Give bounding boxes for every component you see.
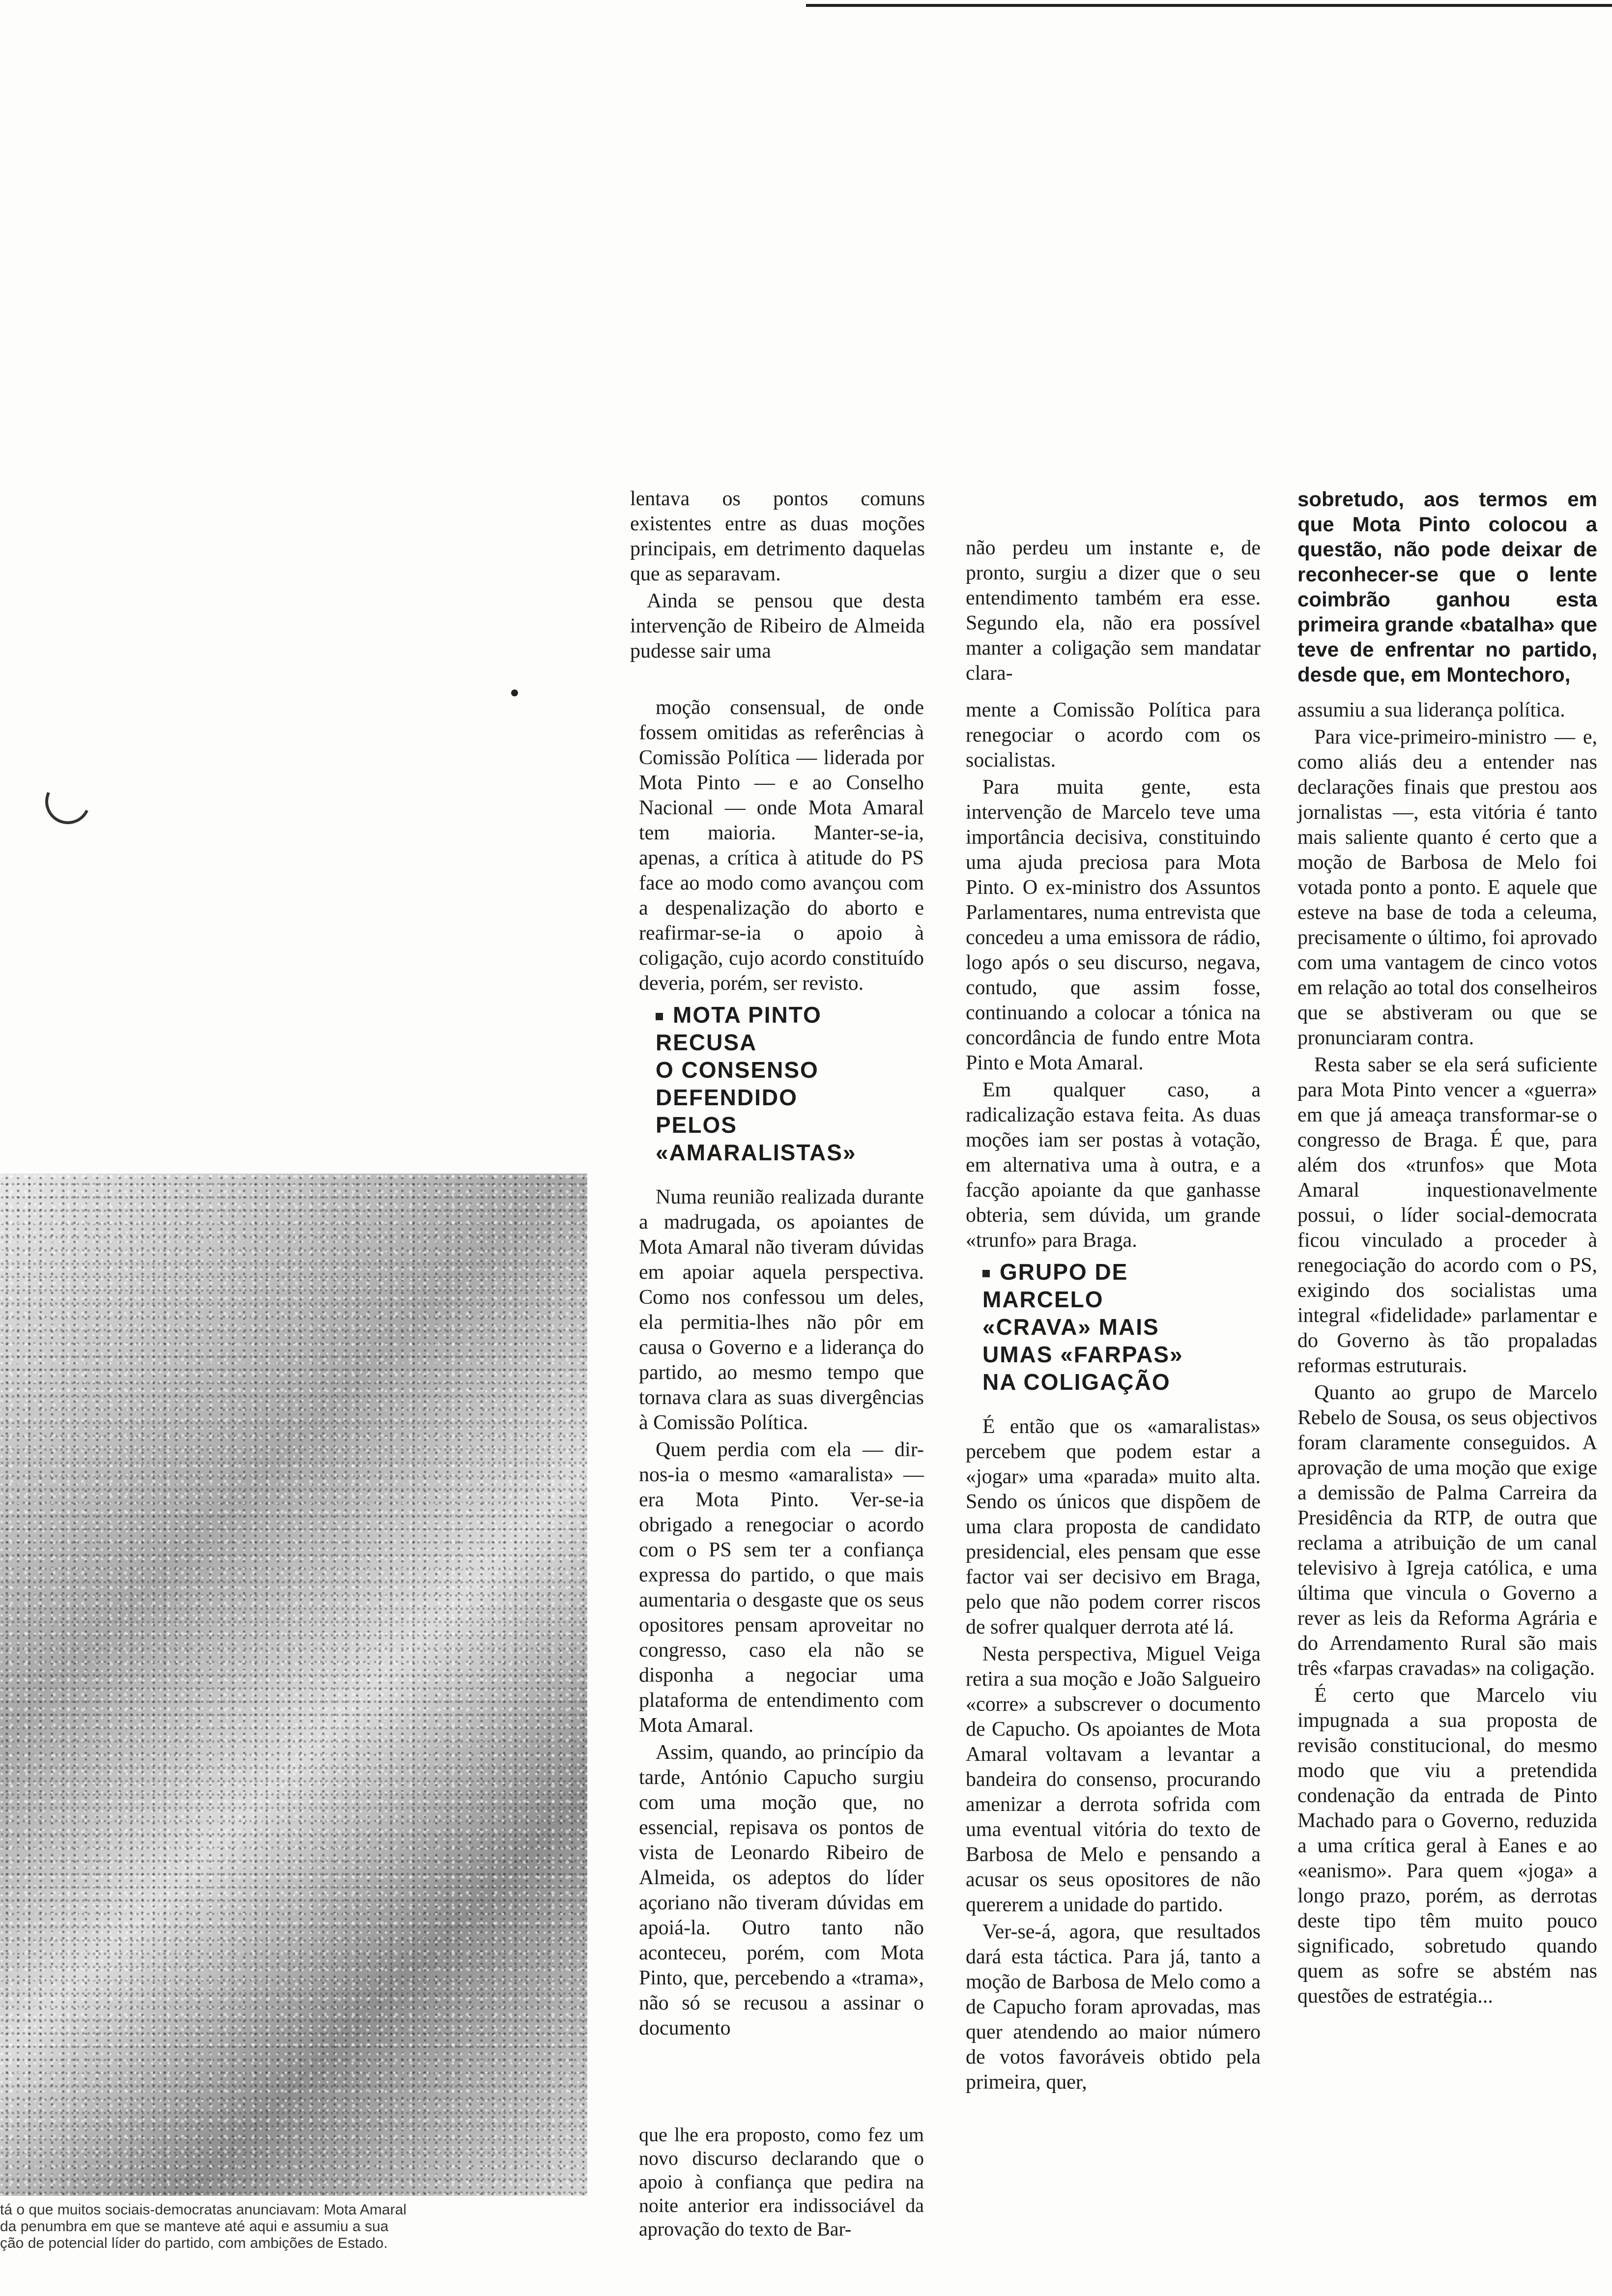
paragraph: É certo que Marcelo viu impugnada a sua proposta de revisão constitucional, do mesmo modo que viu a pretendida condenação da entrada de Pinto Machado para o Governo, reduzida a uma crítica geral à Eanes e ao «eanismo». Para quem «joga» a longo prazo, porém, as derrotas deste tipo têm muito pouco significado, sobretudo quando quem as sofre se abstém nas questões de estratégia...	[1297, 1684, 1597, 2008]
section-heading-mota-pinto: MOTA PINTO RECUSA O CONSENSO DEFENDIDO PELOS «AMARALISTAS»	[656, 1002, 857, 1165]
column-1	[639, 695, 924, 2041]
paragraph: Assim, quando, ao princípio da tarde, António Capucho surgiu com uma moção que, no essencial, repisava os pontos de vista de Leonardo Ribeiro de Almeida, os adeptos do líder açoriano não tiveram dúvidas em apoiá-la. Outro tanto não aconteceu, porém, com Mota Pinto, que, percebendo a «trama», não só se recusou a assinar o documento	[639, 1741, 924, 2039]
paragraph: Ainda se pensou que desta intervenção de Ribeiro de Almeida pudesse sair uma	[630, 590, 925, 662]
bullet-square-icon	[982, 1270, 990, 1277]
binder-hole-arc	[39, 773, 97, 831]
column-2	[966, 698, 1261, 2095]
paragraph: mente a Comissão Política para renegociar o acordo com os socialistas.	[966, 699, 1261, 772]
paragraph: assumiu a sua liderança política.	[1297, 699, 1565, 721]
top-rule	[806, 4, 1612, 7]
photo-caption: tá o que muitos sociais-democratas anunciavam: Mota Amaral da penumbra em que se manteve até aqui e assumiu a sua ção de potencial líder do partido, com ambições de Estado.	[0, 2202, 407, 2251]
column-3	[1297, 698, 1597, 2009]
paragraph: É então que os «amaralistas» percebem que podem estar a «jogar» uma «parada» muito alta. Sendo os únicos que dispõem de uma clara proposta de candidato presidencial, eles pensam que esse factor vai ser decisivo em Braga, pelo que não podem correr riscos de sofrer qualquer derrota até lá.	[966, 1415, 1261, 1638]
paragraph: Em qualquer caso, a radicalização estava feita. As duas moções iam ser postas à votação, em alternativa uma à outra, e a facção apoiante da que ganhasse obteria, sem dúvida, um grande «trunfo» para Braga.	[966, 1079, 1261, 1252]
section-heading-grupo-marcelo: GRUPO DE MARCELO «CRAVA» MAIS UMAS «FARPAS» NA COLIGAÇÃO	[982, 1259, 1183, 1395]
paragraph: Para vice-primeiro-ministro — e, como aliás deu a entender nas declarações finais que prestou aos jornalistas —, esta vitória é tanto mais saliente quanto é certo que a moção de Barbosa de Melo foi votada ponto a ponto. E aquele que esteve na base de toda a celeuma, precisamente o último, foi aprovado com uma vantagem de cinco votos em relação ao total dos conselheiros que se abstiveram ou que se pronunciaram contra.	[1297, 726, 1597, 1049]
news-photo	[0, 1174, 587, 2196]
paragraph: lentava os pontos comuns existentes entre as duas moções principais, em detrimento daquelas que as separavam.	[630, 488, 925, 585]
paragraph: Nesta perspectiva, Miguel Veiga retira a sua moção e João Salgueiro «corre» a subscrever o documento de Capucho. Os apoiantes de Mota Amaral voltavam a levantar a bandeira do consenso, procurando amenizar a derrota sofrida com uma eventual vitória do texto de Barbosa de Melo e pensando a acusar os seus opositores de não quererem a unidade do partido.	[966, 1643, 1261, 1916]
column-1-bottom	[639, 2123, 924, 2241]
paragraph: Quem perdia com ela — dir-nos-ia o mesmo «amaralista» — era Mota Pinto. Ver-se-ia obrigado a renegociar o acordo com o PS sem ter a confiança expressa do partido, o que mais aumentaria o desgaste que os seus opositores pensam aproveitar no congresso, caso ela não se disponha a negociar uma plataforma de entendimento com Mota Amaral.	[639, 1438, 924, 1737]
column-1-top	[630, 487, 925, 664]
paragraph: Ver-se-á, agora, que resultados dará esta táctica. Para já, tanto a moção de Barbosa de Melo como a de Capucho foram aprovadas, mas quer atendendo ao maior número de votos favoráveis obtido pela primeira, quer,	[966, 1921, 1261, 2094]
paragraph: não perdeu um instante e, de pronto, surgiu a dizer que o seu entendimento também era esse. Segundo ela, não era possível manter a coligação sem mandatar clara-	[966, 537, 1261, 685]
paragraph: moção consensual, de onde fossem omitidas as referências à Comissão Política — liderada por Mota Pinto — e ao Conselho Nacional — onde Mota Amaral tem maioria. Manter-se-ia, apenas, a crítica à atitude do PS face ao modo como avançou com a despenalização do aborto e reafirmar-se-ia o apoio à coligação, cujo acordo constituído deveria, porém, ser revisto.	[639, 696, 924, 995]
paragraph: Numa reunião realizada durante a madrugada, os apoiantes de Mota Amaral não tiveram dúvidas em apoiar aquela perspectiva. Como nos confessou um deles, ela permitia-lhes não pôr em causa o Governo e a liderança do partido, ao mesmo tempo que tornava clara as suas divergências à Comissão Política.	[639, 1186, 924, 1434]
bullet-square-icon	[656, 1013, 663, 1020]
column-2-top	[966, 536, 1261, 686]
ink-dot	[511, 689, 518, 696]
paragraph: que lhe era proposto, como fez um novo discurso declarando que o apoio à confiança que pedira na noite anterior era indissociável da aprovação do texto de Bar-	[639, 2124, 924, 2240]
paragraph: sobretudo, aos termos em que Mota Pinto colocou a questão, não pode deixar de reconhecer-se que o lente coimbrão ganhou esta primeira grande «batalha» que teve de enfrentar no partido, desde que, em Montechoro,	[1297, 488, 1597, 686]
paragraph: Quanto ao grupo de Marcelo Rebelo de Sousa, os seus objectivos foram claramente conseguidos. A aprovação de uma moção que exige a demissão de Palma Carreira da Presidência da RTP, de outra que reclama a atribuição de um canal televisivo à Igreja católica, e uma última que vincula o Governo a rever as leis da Reforma Agrária e do Arrendamento Rural são mais três «farpas cravadas» na coligação.	[1297, 1381, 1597, 1680]
paragraph: Resta saber se ela será suficiente para Mota Pinto vencer a «guerra» em que já ameaça transformar-se o congresso de Braga. É que, para além dos «trunfos» que Mota Amaral inquestionavelmente possui, o líder social-democrata ficou vinculado a proceder à renegociação do acordo com o PS, exigindo dos socialistas uma integral «fidelidade» parlamentar e do Governo às tão propaladas reformas estruturais.	[1297, 1054, 1597, 1377]
paragraph: Para muita gente, esta intervenção de Marcelo teve uma importância decisiva, constituindo uma ajuda preciosa para Mota Pinto. O ex-ministro dos Assuntos Parlamentares, numa entrevista que concedeu a uma emissora de rádio, logo após o seu discurso, negava, contudo, que assim fosse, continuando a colocar a tónica na concordância de fundo entre Mota Pinto e Mota Amaral.	[966, 776, 1261, 1074]
column-3-top	[1297, 487, 1597, 687]
